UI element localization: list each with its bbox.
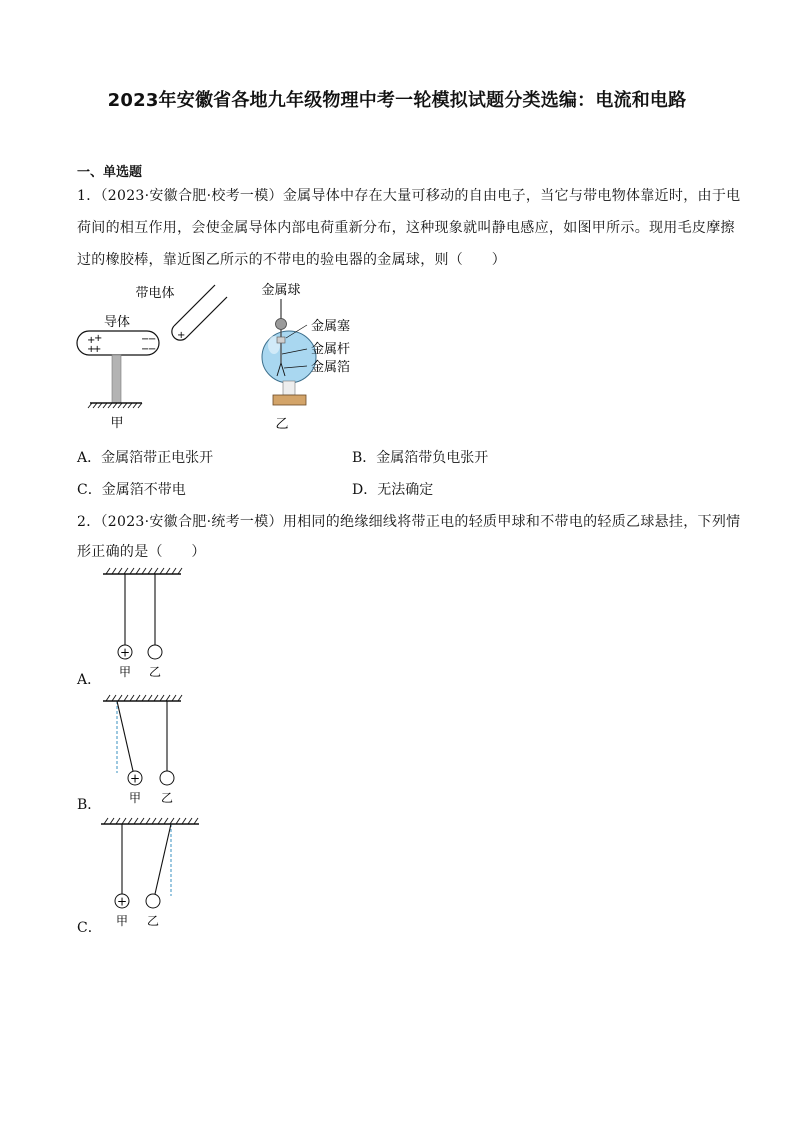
q1-option-b[interactable]: B．金属箔带负电张开 [352,450,489,466]
q1-line-1: 1．（2023·安徽合肥·校考一模）金属导体中存在大量可移动的自由电子，当它与带电物体靠近时，由于电 [77,188,741,204]
minus-sign: − [148,344,157,355]
q2-option-a-label[interactable]: A． [77,672,102,688]
ball-yi-label: 乙 [160,791,174,805]
q2-option-c-figure[interactable] [95,812,205,932]
q1-option-d[interactable]: D．无法确定 [352,482,434,498]
ball-yi-label: 乙 [148,665,162,679]
plus-sign: + [93,344,102,355]
section-heading: 一、单选题 [77,165,143,180]
minus-sign: − [148,334,157,345]
plus-sign: + [94,333,103,344]
q2-option-b-figure[interactable] [95,689,195,807]
page-title: 2023年安徽省各地九年级物理中考一轮模拟试题分类选编：电流和电路 [107,90,687,111]
minus-sign: − [141,344,150,355]
metal-plug-label: 金属塞 [311,319,351,334]
conductor-label: 导体 [103,315,131,330]
ball-yi [160,771,174,785]
plus-sign: + [87,335,96,346]
ball-jia-label: 甲 [118,665,132,679]
q2-option-c-label[interactable]: C． [77,920,102,936]
q1-line-2: 荷间的相互作用，会使金属导体内部电荷重新分布，这种现象就叫静电感应，如图甲所示。现用毛皮摩擦 [77,220,735,236]
metal-plug [277,337,285,343]
plus-sign: + [129,771,141,786]
ball-yi [146,894,160,908]
charged-body-label: 带电体 [135,286,175,301]
q2-option-a-figure[interactable] [95,565,195,683]
ball-yi [148,645,162,659]
charged-rod [172,285,227,341]
electroscope-base [273,395,306,405]
metal-ball-label: 金属球 [261,283,301,298]
plus-sign: + [87,344,96,355]
plus-sign: + [119,645,131,660]
minus-sign: − [141,334,150,345]
conductor-stand [112,355,121,403]
metal-ball [276,319,287,330]
q1-option-c[interactable]: C．金属箔不带电 [77,482,186,498]
figure-jia-label: 甲 [110,416,124,431]
ball-jia-label: 甲 [128,791,142,805]
plus-sign: + [177,330,186,341]
q1-line-3: 过的橡胶棒，靠近图乙所示的不带电的验电器的金属球，则（ ） [77,252,506,268]
q2-option-b-label[interactable]: B． [77,797,102,813]
q2-line-2: 形正确的是（ ） [77,544,206,560]
metal-foil-label: 金属箔 [311,360,351,375]
q2-line-1: 2．（2023·安徽合肥·统考一模）用相同的绝缘细线将带正电的轻质甲球和不带电的轻质乙球悬挂，下列情 [77,514,741,530]
q1-option-a[interactable]: A．金属箔带正电张开 [77,450,214,466]
ball-yi-label: 乙 [146,914,160,928]
plus-sign: + [116,894,128,909]
q1-figure [60,275,400,435]
figure-yi-label: 乙 [275,417,289,432]
metal-rod-label: 金属杆 [311,342,351,357]
ball-jia-label: 甲 [115,914,129,928]
